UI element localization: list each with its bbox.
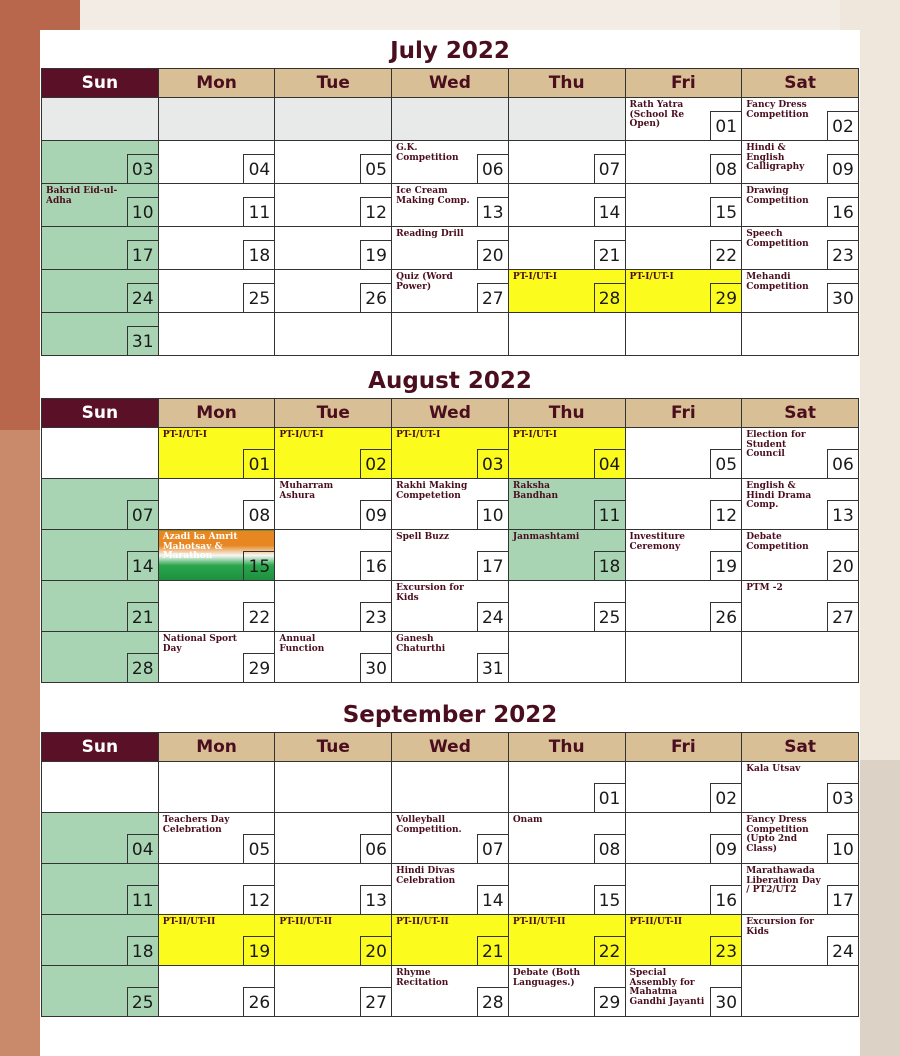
day-cell bbox=[158, 966, 275, 1017]
day-cell bbox=[275, 428, 392, 479]
date-number: 13 bbox=[360, 885, 392, 915]
weekday-header: Thu bbox=[508, 733, 625, 762]
event-label: National Sport Day bbox=[162, 634, 237, 654]
day-cell bbox=[42, 813, 159, 864]
day-cell bbox=[508, 428, 625, 479]
day-cell bbox=[275, 813, 392, 864]
day-cell bbox=[158, 530, 275, 581]
day-cell bbox=[742, 530, 859, 581]
date-number: 05 bbox=[243, 834, 275, 864]
date-number: 30 bbox=[360, 653, 392, 683]
date-number: 15 bbox=[710, 197, 742, 227]
event-label: PT-I/UT-I bbox=[512, 430, 558, 440]
day-cell bbox=[158, 428, 275, 479]
event-label: English & Hindi Drama Comp. bbox=[746, 481, 812, 510]
weekday-header: Wed bbox=[392, 399, 509, 428]
day-cell bbox=[508, 915, 625, 966]
weekday-header: Sat bbox=[742, 399, 859, 428]
date-number: 25 bbox=[127, 987, 159, 1017]
day-cell bbox=[508, 270, 625, 313]
day-cell bbox=[275, 270, 392, 313]
date-number: 12 bbox=[360, 197, 392, 227]
date-number: 01 bbox=[243, 449, 275, 479]
day-cell bbox=[508, 479, 625, 530]
date-number: 19 bbox=[243, 936, 275, 966]
event-label: Hindi & English Calligraphy bbox=[746, 143, 805, 172]
day-cell bbox=[42, 915, 159, 966]
day-cell bbox=[742, 966, 859, 1017]
day-cell bbox=[42, 762, 159, 813]
week-row bbox=[42, 428, 859, 479]
event-label: Debate Competition bbox=[746, 532, 809, 552]
date-number: 03 bbox=[477, 449, 509, 479]
event-label: PT-II/UT-II bbox=[162, 917, 216, 927]
date-number: 21 bbox=[477, 936, 509, 966]
day-cell bbox=[392, 184, 509, 227]
event-label: PT-I/UT-I bbox=[162, 430, 207, 440]
event-label: Fancy Dress Competition bbox=[746, 100, 809, 120]
day-cell bbox=[508, 581, 625, 632]
day-cell bbox=[275, 98, 392, 141]
event-label: PT-I/UT-I bbox=[512, 272, 558, 282]
date-number: 10 bbox=[827, 834, 859, 864]
week-row bbox=[42, 479, 859, 530]
day-cell bbox=[625, 428, 742, 479]
event-label: Rath Yatra (School Re Open) bbox=[629, 100, 685, 129]
event-label: Hindi Divas Celebration bbox=[396, 866, 456, 886]
day-cell bbox=[392, 227, 509, 270]
event-label: Spell Buzz bbox=[396, 532, 449, 542]
weekday-header: Mon bbox=[158, 733, 275, 762]
date-number: 30 bbox=[710, 987, 742, 1017]
event-label: PT-II/UT-II bbox=[512, 917, 566, 927]
day-cell bbox=[392, 915, 509, 966]
day-cell bbox=[275, 915, 392, 966]
date-number: 22 bbox=[594, 936, 626, 966]
day-cell bbox=[742, 184, 859, 227]
day-cell bbox=[625, 813, 742, 864]
day-cell bbox=[42, 98, 159, 141]
event-label: Ice Cream Making Comp. bbox=[396, 186, 470, 206]
date-number: 20 bbox=[827, 551, 859, 581]
date-number: 29 bbox=[243, 653, 275, 683]
date-number: 02 bbox=[827, 111, 859, 141]
event-label: Onam bbox=[512, 815, 543, 825]
event-label: PT-II/UT-II bbox=[629, 917, 683, 927]
weekday-header: Sun bbox=[42, 733, 159, 762]
event-label: PT-II/UT-II bbox=[279, 917, 333, 927]
month-july bbox=[40, 34, 860, 356]
date-number: 21 bbox=[127, 602, 159, 632]
date-number: 12 bbox=[243, 885, 275, 915]
day-cell bbox=[275, 632, 392, 683]
date-number: 15 bbox=[594, 885, 626, 915]
date-number: 15 bbox=[243, 551, 275, 581]
day-cell bbox=[625, 313, 742, 356]
date-number: 22 bbox=[710, 240, 742, 270]
date-number: 13 bbox=[827, 500, 859, 530]
weekday-header: Tue bbox=[275, 733, 392, 762]
date-number: 27 bbox=[477, 283, 509, 313]
day-cell bbox=[392, 479, 509, 530]
day-cell bbox=[158, 762, 275, 813]
day-cell bbox=[625, 141, 742, 184]
date-number: 04 bbox=[594, 449, 626, 479]
week-row bbox=[42, 227, 859, 270]
week-row bbox=[42, 530, 859, 581]
weekday-header: Tue bbox=[275, 399, 392, 428]
day-cell bbox=[742, 313, 859, 356]
date-number: 10 bbox=[477, 500, 509, 530]
day-cell bbox=[742, 915, 859, 966]
date-number: 14 bbox=[477, 885, 509, 915]
day-cell bbox=[625, 479, 742, 530]
event-label: Debate (Both Languages.) bbox=[512, 968, 581, 988]
event-label: Bakrid Eid-ul-Adha bbox=[46, 186, 118, 206]
date-number: 31 bbox=[127, 326, 159, 356]
day-cell bbox=[508, 530, 625, 581]
day-cell bbox=[392, 813, 509, 864]
weekday-header: Tue bbox=[275, 69, 392, 98]
day-cell bbox=[42, 864, 159, 915]
day-cell bbox=[42, 141, 159, 184]
day-cell bbox=[42, 428, 159, 479]
date-number: 18 bbox=[127, 936, 159, 966]
date-number: 24 bbox=[127, 283, 159, 313]
week-row bbox=[42, 632, 859, 683]
day-cell bbox=[158, 813, 275, 864]
weekday-header: Sat bbox=[742, 69, 859, 98]
day-cell bbox=[158, 581, 275, 632]
event-label: Excursion for Kids bbox=[746, 917, 814, 937]
week-row bbox=[42, 813, 859, 864]
date-number: 16 bbox=[710, 885, 742, 915]
event-label: Azadi ka Amrit Mahotsav & Marathon bbox=[162, 532, 238, 561]
event-label: PT-I/UT-I bbox=[629, 272, 674, 282]
day-cell bbox=[275, 530, 392, 581]
day-cell bbox=[42, 632, 159, 683]
date-number: 09 bbox=[827, 154, 859, 184]
date-number: 20 bbox=[360, 936, 392, 966]
day-cell bbox=[275, 227, 392, 270]
date-number: 07 bbox=[127, 500, 159, 530]
date-number: 04 bbox=[243, 154, 275, 184]
day-cell bbox=[508, 227, 625, 270]
date-number: 02 bbox=[360, 449, 392, 479]
day-cell bbox=[508, 141, 625, 184]
date-number: 11 bbox=[594, 500, 626, 530]
day-cell bbox=[42, 581, 159, 632]
day-cell bbox=[625, 762, 742, 813]
month-grid bbox=[41, 732, 859, 1017]
weekday-header: Wed bbox=[392, 733, 509, 762]
month-september bbox=[40, 698, 860, 1017]
date-number: 17 bbox=[127, 240, 159, 270]
day-cell bbox=[742, 581, 859, 632]
date-number: 26 bbox=[243, 987, 275, 1017]
date-number: 07 bbox=[477, 834, 509, 864]
month-grid bbox=[41, 68, 859, 356]
date-number: 02 bbox=[710, 783, 742, 813]
event-label: Rakhi Making Competetion bbox=[396, 481, 468, 501]
date-number: 10 bbox=[127, 197, 159, 227]
day-cell bbox=[42, 479, 159, 530]
date-number: 16 bbox=[827, 197, 859, 227]
day-cell bbox=[508, 313, 625, 356]
month-title: July 2022 bbox=[390, 38, 510, 64]
date-number: 14 bbox=[594, 197, 626, 227]
day-cell bbox=[275, 479, 392, 530]
day-cell bbox=[158, 313, 275, 356]
day-cell bbox=[42, 966, 159, 1017]
event-label: Muharram Ashura bbox=[279, 481, 334, 501]
day-cell bbox=[158, 479, 275, 530]
event-label: G.K. Competition bbox=[396, 143, 459, 163]
day-cell bbox=[508, 632, 625, 683]
day-cell bbox=[275, 581, 392, 632]
date-number: 28 bbox=[477, 987, 509, 1017]
date-number: 19 bbox=[710, 551, 742, 581]
day-cell bbox=[392, 313, 509, 356]
weekday-header: Fri bbox=[625, 69, 742, 98]
date-number: 26 bbox=[710, 602, 742, 632]
day-cell bbox=[625, 581, 742, 632]
event-label: Teachers Day Celebration bbox=[162, 815, 230, 835]
week-row bbox=[42, 966, 859, 1017]
day-cell bbox=[275, 184, 392, 227]
day-cell bbox=[742, 98, 859, 141]
day-cell bbox=[392, 864, 509, 915]
date-number: 05 bbox=[360, 154, 392, 184]
day-cell bbox=[625, 632, 742, 683]
date-number: 23 bbox=[827, 240, 859, 270]
weekday-header: Mon bbox=[158, 399, 275, 428]
event-label: PT-I/UT-I bbox=[279, 430, 324, 440]
day-cell bbox=[742, 813, 859, 864]
week-row bbox=[42, 864, 859, 915]
date-number: 19 bbox=[360, 240, 392, 270]
month-title: August 2022 bbox=[368, 368, 532, 394]
day-cell bbox=[742, 141, 859, 184]
day-cell bbox=[625, 98, 742, 141]
date-number: 06 bbox=[827, 449, 859, 479]
day-cell bbox=[158, 98, 275, 141]
date-number: 27 bbox=[827, 602, 859, 632]
date-number: 30 bbox=[827, 283, 859, 313]
week-row bbox=[42, 184, 859, 227]
event-label: Drawing Competition bbox=[746, 186, 809, 206]
weekday-header: Sun bbox=[42, 69, 159, 98]
date-number: 09 bbox=[360, 500, 392, 530]
week-row bbox=[42, 98, 859, 141]
day-cell bbox=[392, 270, 509, 313]
date-number: 26 bbox=[360, 283, 392, 313]
event-label: Special Assembly for Mahatma Gandhi Jayanti bbox=[629, 968, 705, 1007]
weekday-header: Fri bbox=[625, 733, 742, 762]
date-number: 25 bbox=[594, 602, 626, 632]
day-cell bbox=[158, 270, 275, 313]
day-cell bbox=[625, 184, 742, 227]
weekday-header: Mon bbox=[158, 69, 275, 98]
date-number: 09 bbox=[710, 834, 742, 864]
day-cell bbox=[42, 313, 159, 356]
event-label: Excursion for Kids bbox=[396, 583, 464, 603]
week-row bbox=[42, 141, 859, 184]
day-cell bbox=[625, 530, 742, 581]
date-number: 22 bbox=[243, 602, 275, 632]
day-cell bbox=[742, 227, 859, 270]
event-label: PT-II/UT-II bbox=[396, 917, 449, 927]
date-number: 18 bbox=[243, 240, 275, 270]
date-number: 03 bbox=[127, 154, 159, 184]
day-cell bbox=[742, 762, 859, 813]
month-august bbox=[40, 364, 860, 683]
date-number: 08 bbox=[594, 834, 626, 864]
date-number: 21 bbox=[594, 240, 626, 270]
date-number: 27 bbox=[360, 987, 392, 1017]
day-cell bbox=[508, 864, 625, 915]
date-number: 14 bbox=[127, 551, 159, 581]
day-cell bbox=[508, 966, 625, 1017]
day-cell bbox=[392, 762, 509, 813]
day-cell bbox=[508, 184, 625, 227]
event-label: Janmashtami bbox=[512, 532, 580, 542]
weekday-header: Thu bbox=[508, 69, 625, 98]
week-row bbox=[42, 915, 859, 966]
event-label: PT-I/UT-I bbox=[396, 430, 441, 440]
day-cell bbox=[625, 227, 742, 270]
date-number: 06 bbox=[360, 834, 392, 864]
day-cell bbox=[508, 813, 625, 864]
date-number: 11 bbox=[243, 197, 275, 227]
weekday-header: Thu bbox=[508, 399, 625, 428]
event-label: Marathawada Liberation Day / PT2/UT2 bbox=[746, 866, 821, 895]
date-number: 06 bbox=[477, 154, 509, 184]
day-cell bbox=[625, 915, 742, 966]
calendar-sheet bbox=[40, 30, 860, 1056]
date-number: 01 bbox=[594, 783, 626, 813]
date-number: 08 bbox=[243, 500, 275, 530]
date-number: 25 bbox=[243, 283, 275, 313]
event-label: PTM -2 bbox=[746, 583, 783, 593]
event-label: Volleyball Competition. bbox=[396, 815, 462, 835]
day-cell bbox=[392, 98, 509, 141]
date-number: 28 bbox=[594, 283, 626, 313]
week-row bbox=[42, 581, 859, 632]
event-label: Fancy Dress Competition (Upto 2nd Class) bbox=[746, 815, 809, 854]
date-number: 05 bbox=[710, 449, 742, 479]
day-cell bbox=[275, 141, 392, 184]
day-cell bbox=[42, 530, 159, 581]
day-cell bbox=[275, 966, 392, 1017]
day-cell bbox=[158, 184, 275, 227]
date-number: 23 bbox=[360, 602, 392, 632]
day-cell bbox=[508, 762, 625, 813]
event-label: Speech Competition bbox=[746, 229, 809, 249]
date-number: 13 bbox=[477, 197, 509, 227]
day-cell bbox=[42, 227, 159, 270]
day-cell bbox=[392, 530, 509, 581]
day-cell bbox=[158, 227, 275, 270]
event-label: Reading Drill bbox=[396, 229, 464, 239]
day-cell bbox=[392, 141, 509, 184]
weekday-header: Sat bbox=[742, 733, 859, 762]
date-number: 07 bbox=[594, 154, 626, 184]
date-number: 23 bbox=[710, 936, 742, 966]
day-cell bbox=[42, 270, 159, 313]
weekday-header: Fri bbox=[625, 399, 742, 428]
date-number: 03 bbox=[827, 783, 859, 813]
event-label: Election for Student Council bbox=[746, 430, 806, 459]
day-cell bbox=[392, 581, 509, 632]
event-label: Annual Function bbox=[279, 634, 325, 654]
event-label: Kala Utsav bbox=[746, 764, 801, 774]
day-cell bbox=[742, 632, 859, 683]
date-number: 18 bbox=[594, 551, 626, 581]
day-cell bbox=[275, 864, 392, 915]
event-label: Ganesh Chaturthi bbox=[396, 634, 446, 654]
week-row bbox=[42, 313, 859, 356]
week-row bbox=[42, 270, 859, 313]
week-row bbox=[42, 762, 859, 813]
day-cell bbox=[158, 864, 275, 915]
date-number: 20 bbox=[477, 240, 509, 270]
day-cell bbox=[158, 632, 275, 683]
day-cell bbox=[742, 479, 859, 530]
date-number: 29 bbox=[710, 283, 742, 313]
date-number: 08 bbox=[710, 154, 742, 184]
event-label: Quiz (Word Power) bbox=[396, 272, 453, 292]
date-number: 29 bbox=[594, 987, 626, 1017]
month-grid bbox=[41, 398, 859, 683]
day-cell bbox=[158, 141, 275, 184]
day-cell bbox=[275, 313, 392, 356]
date-number: 01 bbox=[710, 111, 742, 141]
date-number: 11 bbox=[127, 885, 159, 915]
date-number: 31 bbox=[477, 653, 509, 683]
day-cell bbox=[158, 915, 275, 966]
day-cell bbox=[508, 98, 625, 141]
day-cell bbox=[742, 270, 859, 313]
date-number: 24 bbox=[827, 936, 859, 966]
weekday-header: Sun bbox=[42, 399, 159, 428]
date-number: 12 bbox=[710, 500, 742, 530]
weekday-header: Wed bbox=[392, 69, 509, 98]
day-cell bbox=[392, 428, 509, 479]
day-cell bbox=[625, 864, 742, 915]
day-cell bbox=[275, 762, 392, 813]
day-cell bbox=[42, 184, 159, 227]
day-cell bbox=[742, 428, 859, 479]
day-cell bbox=[392, 966, 509, 1017]
date-number: 16 bbox=[360, 551, 392, 581]
day-cell bbox=[392, 632, 509, 683]
date-number: 17 bbox=[477, 551, 509, 581]
event-label: Rhyme Recitation bbox=[396, 968, 449, 988]
day-cell bbox=[625, 270, 742, 313]
day-cell bbox=[625, 966, 742, 1017]
date-number: 04 bbox=[127, 834, 159, 864]
date-number: 24 bbox=[477, 602, 509, 632]
event-label: Raksha Bandhan bbox=[512, 481, 559, 501]
month-title: September 2022 bbox=[342, 702, 558, 728]
event-label: Mehandi Competition bbox=[746, 272, 809, 292]
event-label: Investiture Ceremony bbox=[629, 532, 686, 552]
day-cell bbox=[742, 864, 859, 915]
date-number: 28 bbox=[127, 653, 159, 683]
date-number: 17 bbox=[827, 885, 859, 915]
